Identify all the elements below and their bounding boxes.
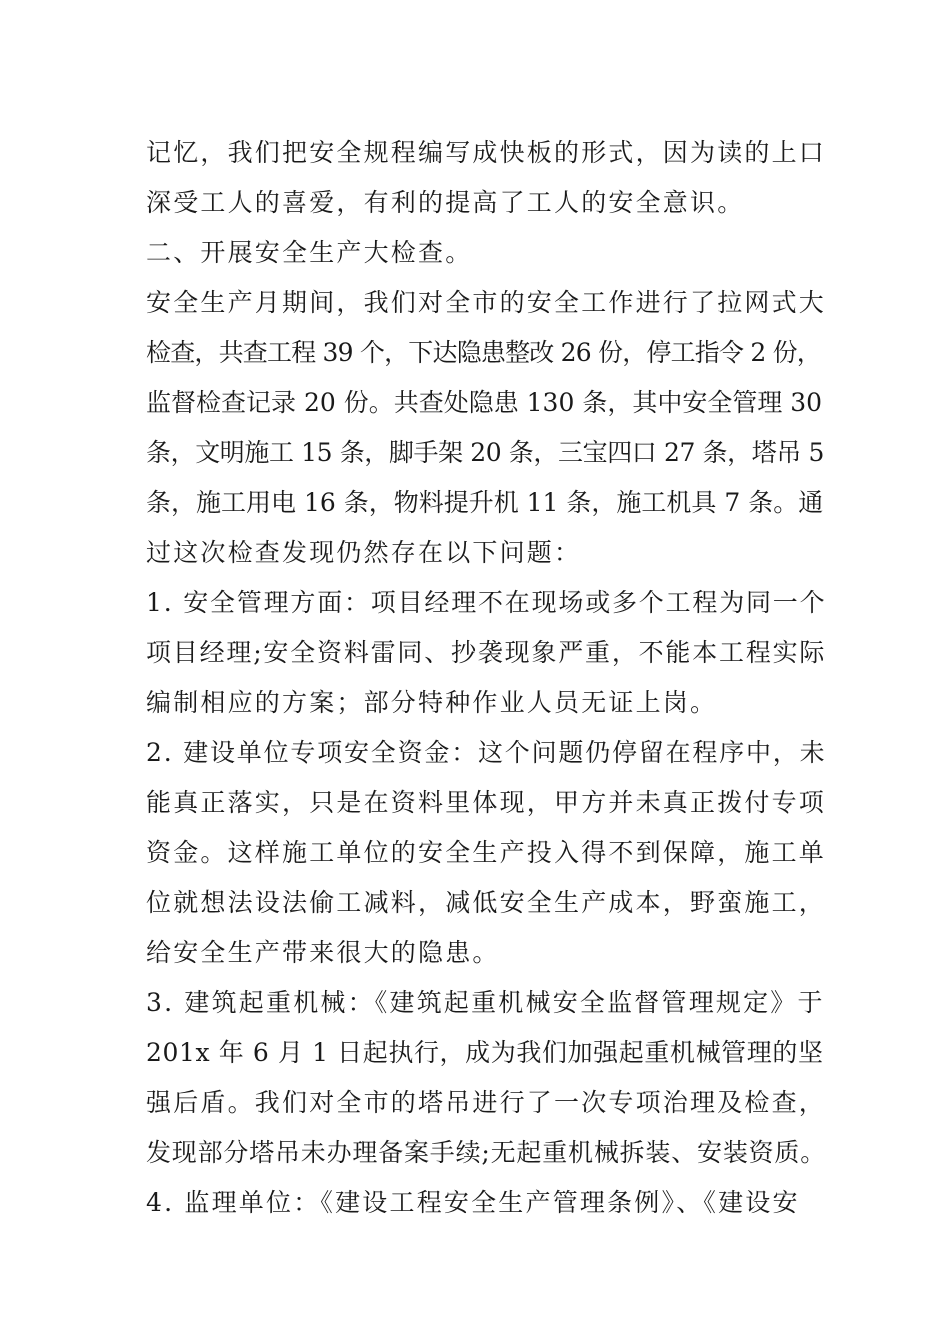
text-line-6: 监督检查记录 20 份。共查处隐患 130 条，其中安全管理 30 — [146, 388, 823, 417]
text-line-10: 1. 安全管理方面：项目经理不在现场或多个工程为同一个 — [146, 588, 827, 617]
text-line-9: 过这次检查发现仍然存在以下问题： — [146, 538, 582, 567]
text-line-12: 编制相应的方案；部分特种作业人员无证上岗。 — [146, 688, 718, 717]
text-line-7: 条，文明施工 15 条，脚手架 20 条，三宝四口 27 条，塔吊 5 — [146, 438, 824, 467]
text-line-5: 检查，共查工程 39 个，下达隐患整改 26 份，停工指令 2 份， — [146, 338, 822, 367]
text-line-14: 能真正落实，只是在资料里体现，甲方并未真正拨付专项 — [146, 788, 827, 817]
text-line-21: 发现部分塔吊未办理备案手续;无起重机械拆装、安装资质。 — [146, 1138, 827, 1167]
text-line-22: 4. 监理单位：《建设工程安全生产管理条例》、《建设安 — [146, 1188, 800, 1217]
text-line-13: 2. 建设单位专项安全资金：这个问题仍停留在程序中，未 — [146, 738, 827, 767]
text-line-20: 强后盾。我们对全市的塔吊进行了一次专项治理及检查， — [146, 1088, 827, 1117]
text-line-11: 项目经理;安全资料雷同、抄袭现象严重，不能本工程实际 — [146, 638, 827, 667]
section-heading: 二、开展安全生产大检查。 — [146, 238, 473, 267]
text-line-1: 记忆，我们把安全规程编写成快板的形式，因为读的上口 — [146, 138, 827, 167]
text-line-4: 安全生产月期间，我们对全市的安全工作进行了拉网式大 — [146, 288, 827, 317]
text-line-15: 资金。这样施工单位的安全生产投入得不到保障，施工单 — [146, 838, 827, 867]
text-line-18: 3. 建筑起重机械：《建筑起重机械安全监督管理规定》于 — [146, 988, 825, 1017]
text-line-8: 条，施工用电 16 条，物料提升机 11 条，施工机具 7 条。通 — [146, 488, 824, 517]
text-line-16: 位就想法设法偷工减料，减低安全生产成本，野蛮施工， — [146, 888, 827, 917]
text-line-17: 给安全生产带来很大的隐患。 — [146, 938, 500, 967]
text-line-2: 深受工人的喜爱，有利的提高了工人的安全意识。 — [146, 188, 745, 217]
text-line-19: 201x 年 6 月 1 日起执行，成为我们加强起重机械管理的坚 — [146, 1038, 824, 1067]
